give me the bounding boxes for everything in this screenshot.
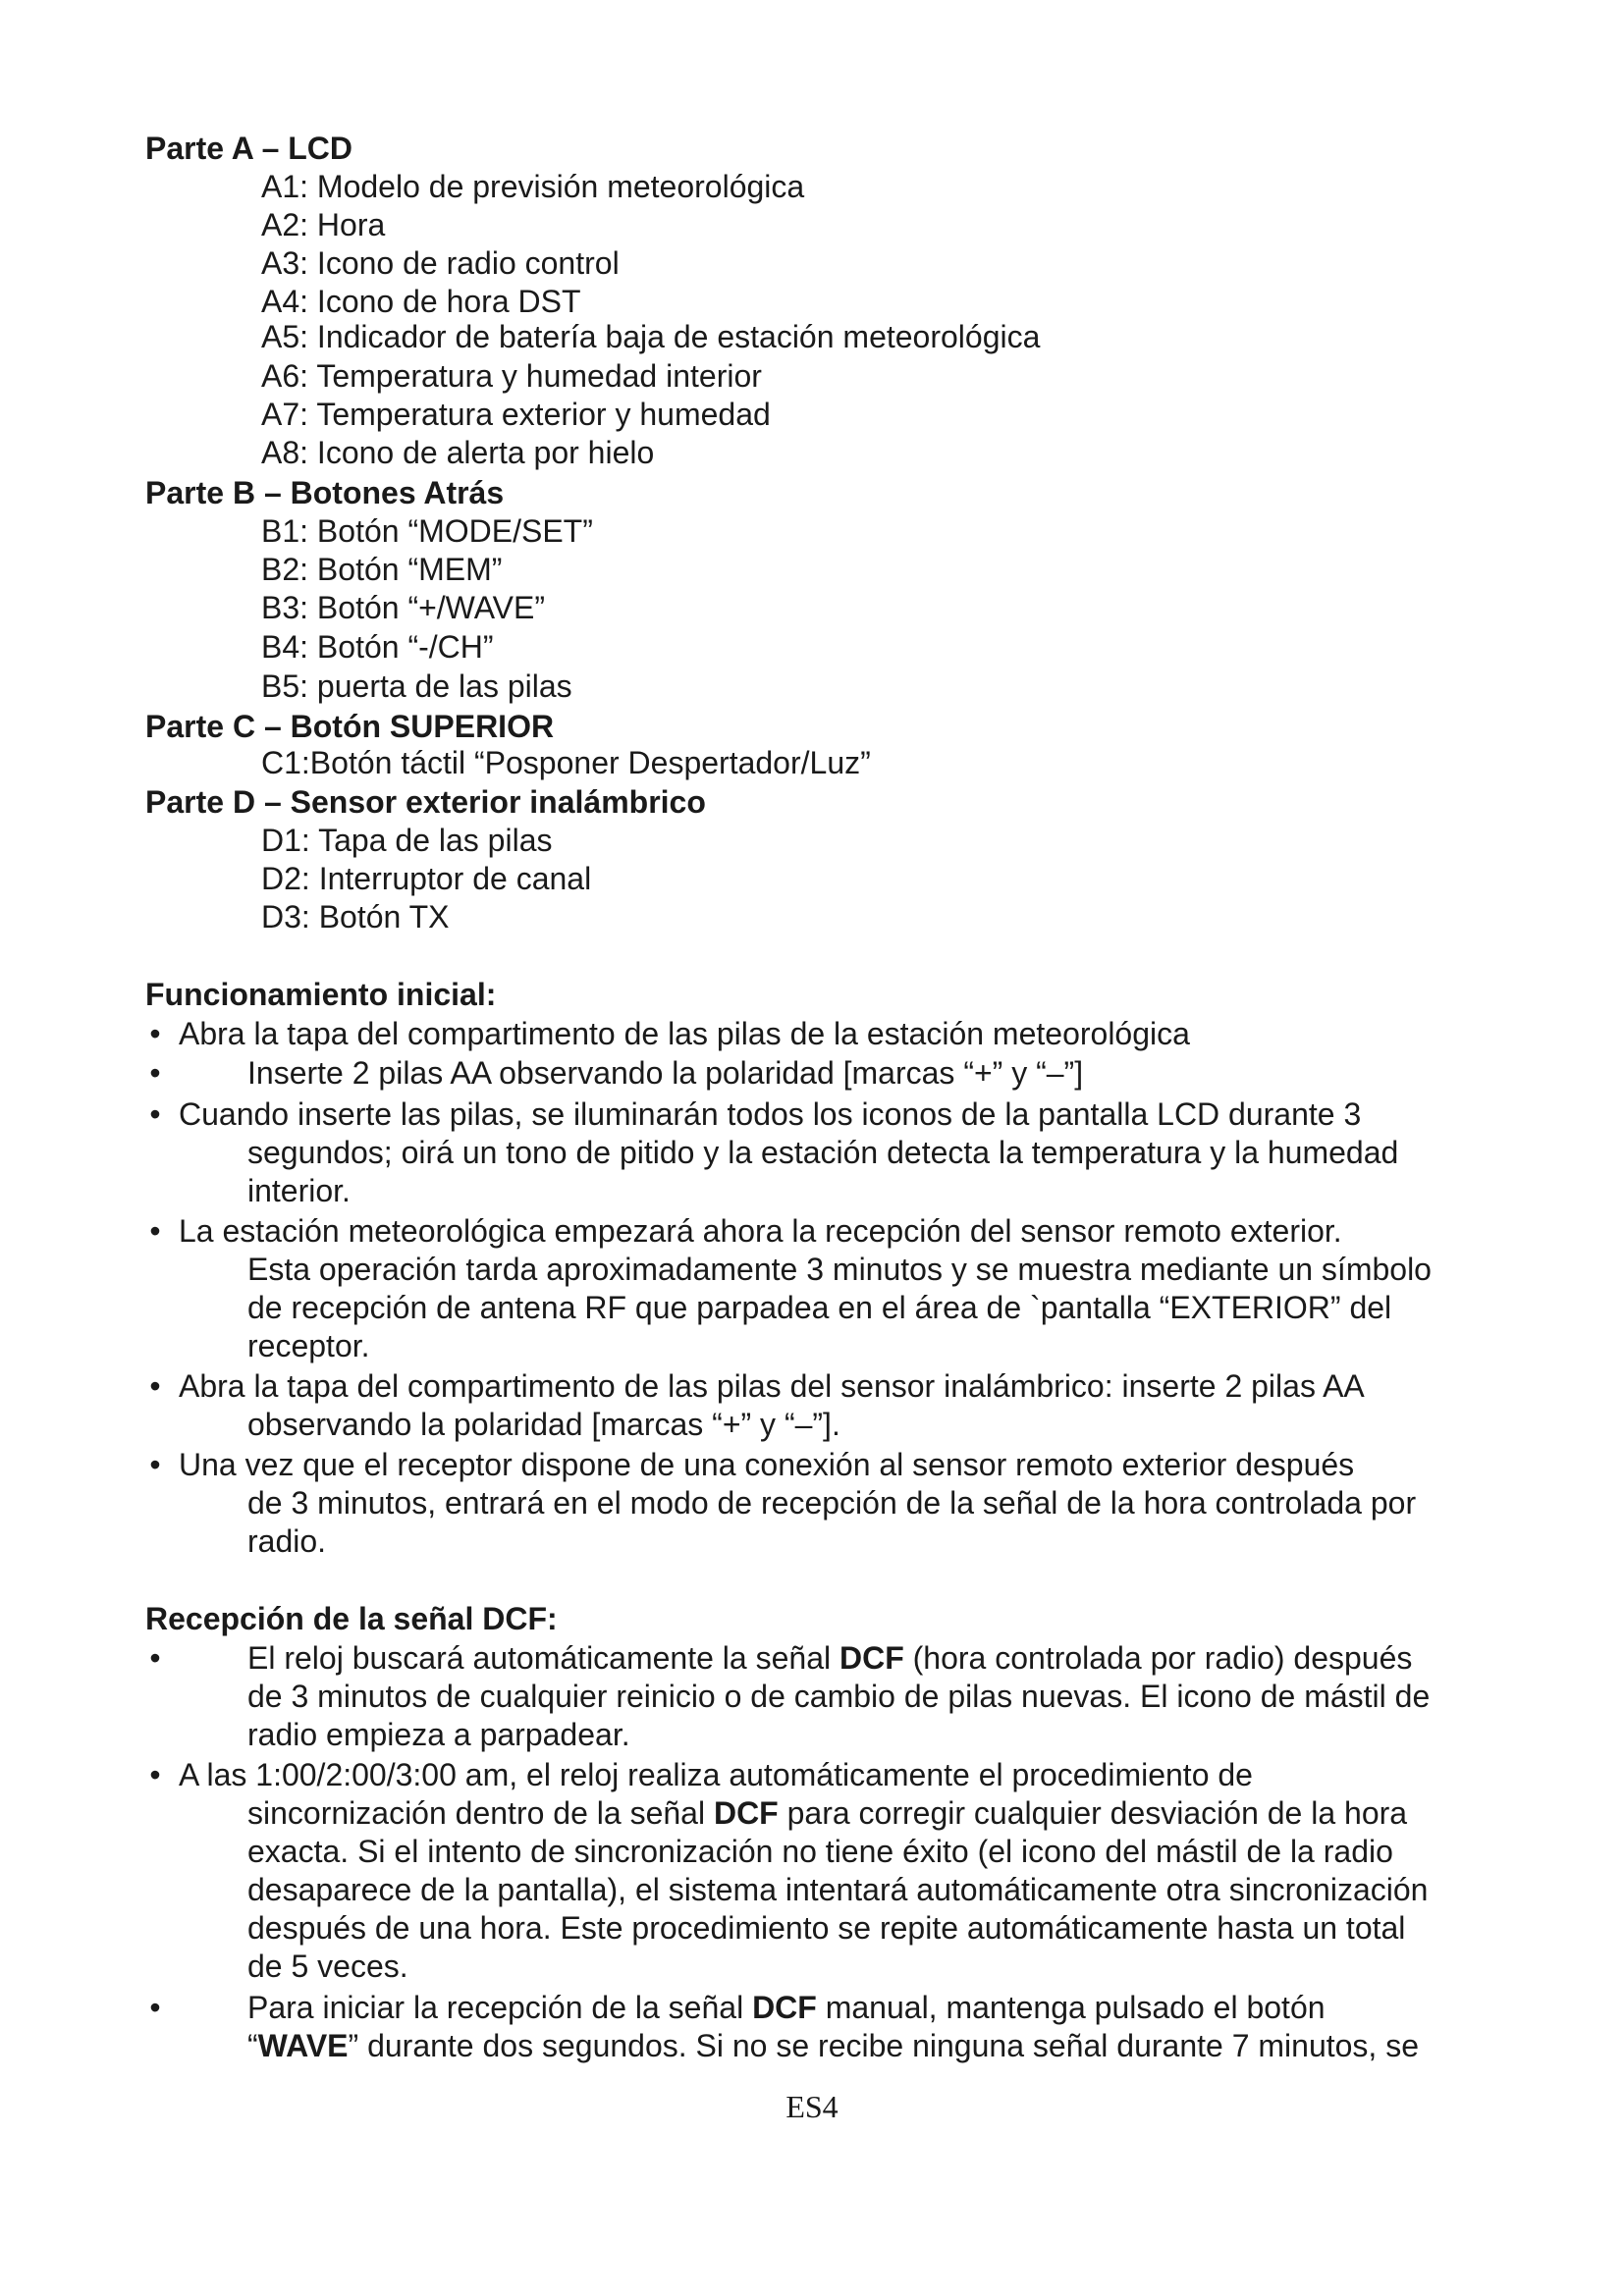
bullet-text-cont: observando la polaridad [marcas “+” y “–”]. <box>247 1407 840 1442</box>
bullet-dot: • <box>149 1757 161 1792</box>
part-b-item-4: B4: Botón “-/CH” <box>261 629 494 665</box>
part-a-item-3: A3: Icono de radio control <box>261 245 620 281</box>
bullet-text: A las 1:00/2:00/3:00 am, el reloj realiza automáticamente el procedimiento de <box>179 1757 1253 1792</box>
bullet-text-cont: desaparece de la pantalla), el sistema intentará automáticamente otra sincronización <box>247 1872 1429 1907</box>
bullet-text-cont: receptor. <box>247 1328 370 1363</box>
bullet-text: Inserte 2 pilas AA observando la polaridad [marcas “+” y “–”] <box>247 1055 1084 1091</box>
bullet-dot: • <box>149 1640 161 1676</box>
bullet-dot: • <box>149 1368 161 1404</box>
dcf-reception-title: Recepción de la señal DCF: <box>145 1601 558 1636</box>
bullet-text: Una vez que el receptor dispone de una conexión al sensor remoto exterior después <box>179 1447 1355 1482</box>
bullet-text-cont: radio. <box>247 1523 327 1559</box>
bullet-text-cont: de 3 minutos, entrará en el modo de recepción de la señal de la hora controlada por <box>247 1485 1417 1521</box>
bullet-text-cont: exacta. Si el intento de sincronización no tiene éxito (el icono del mástil de la radio <box>247 1834 1393 1869</box>
part-a-item-7: A7: Temperatura exterior y humedad <box>261 397 771 432</box>
bullet-dot: • <box>149 1016 161 1051</box>
page-number: ES4 <box>785 2089 839 2124</box>
bullet-text-cont: de recepción de antena RF que parpadea en el área de `pantalla “EXTERIOR” del <box>247 1290 1392 1325</box>
part-a-item-4: A4: Icono de hora DST <box>261 284 581 319</box>
bullet-text-cont: “WAVE” durante dos segundos. Si no se recibe ninguna señal durante 7 minutos, se <box>247 2028 1419 2063</box>
bullet-text-cont: segundos; oirá un tono de pitido y la estación detecta la temperatura y la humedad <box>247 1135 1399 1170</box>
bullet-text: La estación meteorológica empezará ahora la recepción del sensor remoto exterior. <box>179 1213 1342 1249</box>
part-b-item-2: B2: Botón “MEM” <box>261 552 503 587</box>
bullet-text: Para iniciar la recepción de la señal DCF manual, mantenga pulsado el botón <box>247 1990 1326 2025</box>
part-c-item-1: C1:Botón táctil “Posponer Despertador/Luz” <box>261 745 871 780</box>
bullet-text-cont: de 5 veces. <box>247 1949 408 1984</box>
bullet-dot: • <box>149 1447 161 1482</box>
bullet-text-cont: de 3 minutos de cualquier reinicio o de cambio de pilas nuevas. El icono de mástil de <box>247 1679 1431 1714</box>
bullet-text: Abra la tapa del compartimento de las pilas de la estación meteorológica <box>179 1016 1190 1051</box>
part-b-item-1: B1: Botón “MODE/SET” <box>261 513 593 549</box>
bullet-text-cont: después de una hora. Este procedimiento se repite automáticamente hasta un total <box>247 1910 1406 1946</box>
bullet-dot: • <box>149 1990 161 2025</box>
part-a-item-2: A2: Hora <box>261 207 386 242</box>
part-b-item-5: B5: puerta de las pilas <box>261 668 572 704</box>
bullet-dot: • <box>149 1213 161 1249</box>
part-a-item-8: A8: Icono de alerta por hielo <box>261 435 655 470</box>
part-a-item-5: A5: Indicador de batería baja de estación meteorológica <box>261 319 1041 354</box>
bullet-text: Abra la tapa del compartimento de las pilas del sensor inalámbrico: inserte 2 pilas AA <box>179 1368 1365 1404</box>
bullet-dot: • <box>149 1055 161 1091</box>
part-a-title: Parte A – LCD <box>145 131 353 166</box>
bullet-text-cont: sincornización dentro de la señal DCF para corregir cualquier desviación de la hora <box>247 1795 1408 1831</box>
bullet-text-cont: interior. <box>247 1173 351 1208</box>
bullet-text-cont: radio empieza a parpadear. <box>247 1717 630 1752</box>
part-b-title: Parte B – Botones Atrás <box>145 475 505 510</box>
bullet-text: Cuando inserte las pilas, se iluminarán todos los iconos de la pantalla LCD durante 3 <box>179 1096 1362 1132</box>
bullet-dot: • <box>149 1096 161 1132</box>
part-d-item-2: D2: Interruptor de canal <box>261 861 592 896</box>
bullet-text-cont: Esta operación tarda aproximadamente 3 minutos y se muestra mediante un símbolo <box>247 1252 1432 1287</box>
part-c-title: Parte C – Botón SUPERIOR <box>145 709 555 744</box>
initial-operation-title: Funcionamiento inicial: <box>145 977 497 1012</box>
bullet-text: El reloj buscará automáticamente la señal DCF (hora controlada por radio) después <box>247 1640 1413 1676</box>
part-b-item-3: B3: Botón “+/WAVE” <box>261 590 545 625</box>
part-d-item-1: D1: Tapa de las pilas <box>261 823 553 858</box>
part-d-item-3: D3: Botón TX <box>261 899 450 934</box>
part-a-item-6: A6: Temperatura y humedad interior <box>261 358 762 394</box>
part-d-title: Parte D – Sensor exterior inalámbrico <box>145 784 706 820</box>
part-a-item-1: A1: Modelo de previsión meteorológica <box>261 169 805 204</box>
